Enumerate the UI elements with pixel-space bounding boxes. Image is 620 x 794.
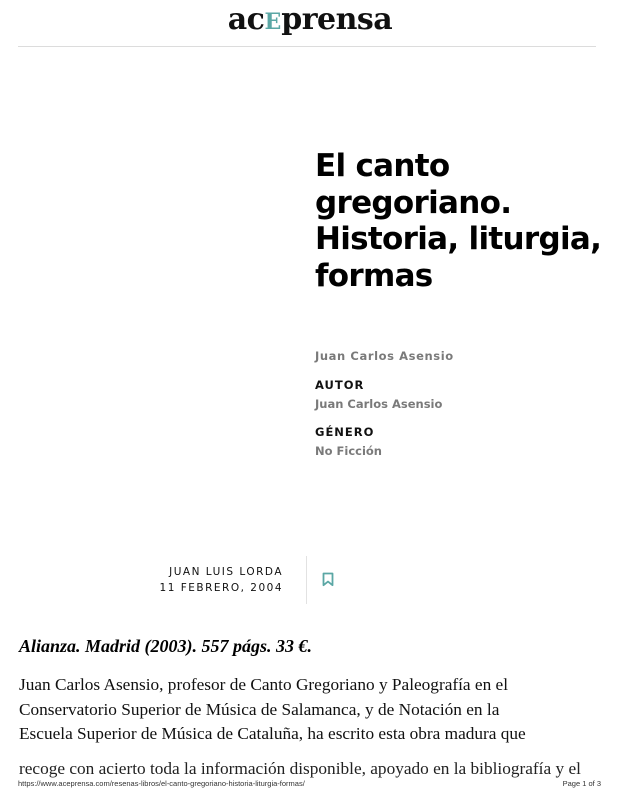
reviewer-name[interactable]: JUAN LUIS LORDA [169,566,283,578]
book-title: El canto gregoriano. Historia, liturgia, formas [315,148,602,294]
site-logo[interactable] [0,2,620,37]
logo-accent-letter: E [264,9,282,35]
genre-label: GÉNERO [315,425,375,439]
bookmark-icon[interactable] [322,572,334,587]
author-value[interactable]: Juan Carlos Asensio [315,397,443,411]
logo-text-start: ac [227,2,265,37]
byline-divider [306,556,307,604]
body-line: Conservatorio Superior de Música de Salamanca, y de Notación en la [19,699,500,719]
genre-value[interactable]: No Ficción [315,444,382,458]
publication-info: Alianza. Madrid (2003). 557 págs. 33 €. [19,636,313,656]
book-author-line[interactable]: Juan Carlos Asensio [315,349,454,363]
footer-url: https://www.aceprensa.com/resenas-libros/el-canto-gregoriano-historia-liturgia-formas/ [18,779,305,788]
review-date: 11 FEBRERO, 2004 [159,582,283,594]
header-divider [18,46,596,47]
body-line: Escuela Superior de Música de Cataluña, ha escrito esta obra madura que [19,724,526,743]
article-body [19,673,609,747]
logo-text-end: prensa [281,2,393,37]
footer-page-number: Page 1 of 3 [562,779,601,788]
author-label: AUTOR [315,378,365,392]
clipped-line-text: recoge con acierto toda la información disponible, apoyado en la bibliografía y el [19,759,581,778]
body-line: Juan Carlos Asensio, profesor de Canto Gregoriano y Paleografía en el [19,675,509,694]
